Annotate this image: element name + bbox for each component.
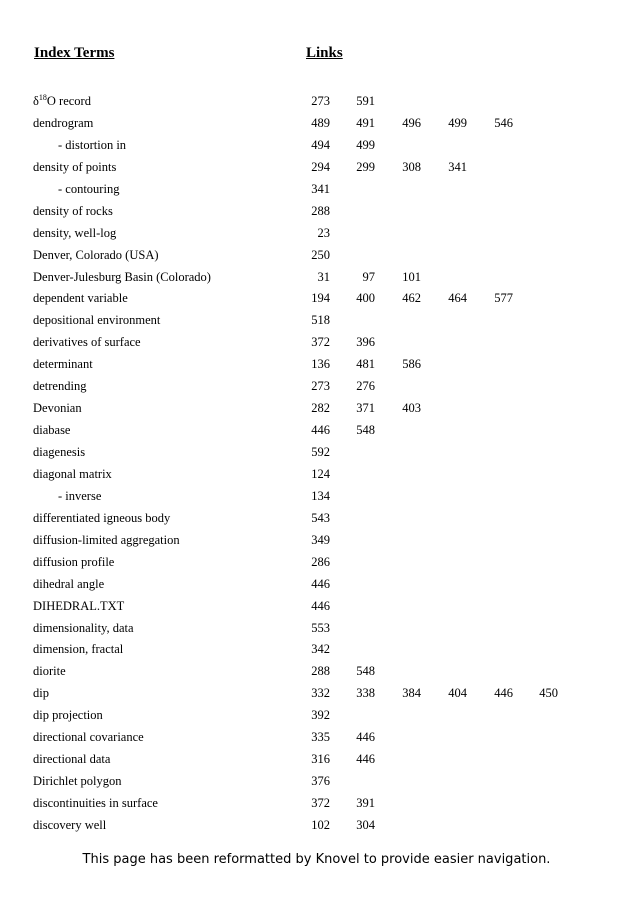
- page-link[interactable]: 450: [539, 686, 558, 701]
- page-link[interactable]: 338: [356, 686, 375, 701]
- index-entry-row: [0, 662, 633, 684]
- index-subterm: - contouring: [58, 181, 120, 196]
- page-link[interactable]: 489: [311, 115, 330, 130]
- page-link[interactable]: 288: [311, 203, 330, 218]
- page-link[interactable]: 194: [311, 291, 330, 306]
- page-link[interactable]: 250: [311, 247, 330, 262]
- index-entry-row: [0, 289, 633, 311]
- page-link[interactable]: 391: [356, 796, 375, 810]
- page-link[interactable]: 372: [311, 796, 330, 810]
- page-link[interactable]: 332: [311, 686, 330, 701]
- index-term: diorite: [33, 664, 66, 679]
- index-term: density of points: [33, 159, 117, 174]
- page-link[interactable]: 553: [311, 620, 330, 635]
- index-entry-row: [0, 772, 633, 794]
- index-entry-row: [0, 202, 633, 224]
- index-term: derivatives of surface: [33, 335, 141, 350]
- index-term: dendrogram: [33, 115, 94, 130]
- index-entry-row: [0, 640, 633, 662]
- page-link[interactable]: 371: [356, 401, 375, 416]
- page-link[interactable]: 548: [356, 664, 375, 679]
- index-term: discontinuities in surface: [33, 796, 158, 810]
- page-link[interactable]: 134: [311, 488, 330, 503]
- page-link[interactable]: 446: [494, 686, 513, 701]
- page-link[interactable]: 124: [311, 466, 330, 481]
- index-subentry-row: [0, 487, 633, 509]
- page-link[interactable]: 446: [311, 576, 330, 591]
- index-term: discovery well: [33, 817, 107, 832]
- page-link[interactable]: 462: [402, 291, 421, 306]
- page-link[interactable]: 23: [317, 225, 330, 240]
- index-term: directional data: [33, 752, 111, 767]
- index-entry-row: [0, 92, 633, 114]
- page-link[interactable]: 548: [356, 423, 375, 438]
- page-link[interactable]: 299: [356, 159, 375, 174]
- page-link[interactable]: 102: [311, 817, 330, 832]
- page-link[interactable]: 288: [311, 664, 330, 679]
- index-subterm: - inverse: [58, 488, 102, 503]
- page-link[interactable]: 464: [448, 291, 467, 306]
- index-term: density, well-log: [33, 225, 117, 240]
- index-entry-row: [0, 333, 633, 355]
- page-link[interactable]: 31: [317, 269, 330, 284]
- page-link[interactable]: 396: [356, 335, 375, 350]
- page-link[interactable]: 308: [402, 159, 421, 174]
- index-subentry-row: [0, 180, 633, 202]
- index-entry-row: [0, 465, 633, 487]
- page-link[interactable]: 586: [402, 357, 421, 372]
- index-entry-row: [0, 597, 633, 619]
- index-term: diffusion profile: [33, 554, 115, 569]
- index-term: dimension, fractal: [33, 642, 124, 657]
- index-term: depositional environment: [33, 313, 161, 328]
- index-term: dip projection: [33, 708, 103, 723]
- index-entry-row: [0, 509, 633, 531]
- page-link[interactable]: 400: [356, 291, 375, 306]
- index-term: DIHEDRAL.TXT: [33, 598, 125, 613]
- index-list: [0, 92, 633, 838]
- index-term: diagenesis: [33, 445, 86, 459]
- page-link[interactable]: 316: [311, 752, 330, 767]
- index-entry-row: [0, 268, 633, 290]
- index-term: diabase: [33, 423, 71, 438]
- index-entry-row: [0, 531, 633, 553]
- index-entry-row: [0, 377, 633, 399]
- page-link[interactable]: 372: [311, 335, 330, 350]
- index-term: Denver-Julesburg Basin (Colorado): [33, 269, 211, 284]
- page-link[interactable]: 376: [311, 774, 330, 789]
- index-entry-row: [0, 619, 633, 641]
- index-entry-row: [0, 575, 633, 597]
- page-link[interactable]: 446: [356, 730, 375, 745]
- index-entry-row: [0, 399, 633, 421]
- index-term: differentiated igneous body: [33, 510, 171, 525]
- footer-note: This page has been reformatted by Knovel to provide easier navigation.: [82, 852, 551, 867]
- page-link[interactable]: 592: [311, 445, 330, 459]
- page-link[interactable]: 335: [311, 730, 330, 745]
- index-entry-row: [0, 750, 633, 772]
- page-link[interactable]: 404: [448, 686, 467, 701]
- index-entry-row: [0, 246, 633, 268]
- index-term: directional covariance: [33, 730, 144, 745]
- index-term: Dirichlet polygon: [33, 774, 122, 789]
- index-term: dimensionality, data: [33, 620, 134, 635]
- page-link[interactable]: 294: [311, 159, 330, 174]
- index-entry-row: [0, 158, 633, 180]
- page-link[interactable]: 481: [356, 357, 375, 372]
- index-entry-row: [0, 114, 633, 136]
- page-link[interactable]: 499: [356, 137, 375, 152]
- page-link[interactable]: 446: [311, 598, 330, 613]
- index-term: Devonian: [33, 401, 82, 416]
- page-link[interactable]: 286: [311, 554, 330, 569]
- page-link[interactable]: 384: [402, 686, 421, 701]
- index-term: density of rocks: [33, 203, 113, 218]
- index-entry-row: [0, 311, 633, 333]
- page-link[interactable]: 496: [402, 115, 421, 130]
- page-link[interactable]: 494: [311, 137, 330, 152]
- index-term: detrending: [33, 379, 87, 394]
- page-link[interactable]: 577: [494, 291, 513, 306]
- index-entry-row: [0, 794, 633, 816]
- page-link[interactable]: 491: [356, 115, 375, 130]
- index-entry-row: [0, 728, 633, 750]
- index-entry-row: [0, 224, 633, 246]
- page-link[interactable]: 97: [362, 269, 375, 284]
- page-link[interactable]: 403: [402, 401, 421, 416]
- page-link[interactable]: 546: [494, 115, 513, 130]
- page-link[interactable]: 543: [311, 510, 330, 525]
- index-entry-row: [0, 421, 633, 443]
- page-link[interactable]: 273: [311, 379, 330, 394]
- index-entry-row: [0, 816, 633, 838]
- index-term: dependent variable: [33, 291, 128, 306]
- page-link[interactable]: 273: [311, 94, 330, 108]
- index-subterm: - distortion in: [58, 137, 127, 152]
- index-term: dip: [33, 686, 49, 701]
- page-link[interactable]: 304: [356, 817, 375, 832]
- index-term: dihedral angle: [33, 576, 105, 591]
- page-link[interactable]: 591: [356, 94, 375, 108]
- page-link[interactable]: 518: [311, 313, 330, 328]
- index-terms-heading: Index Terms: [34, 45, 115, 61]
- page-link[interactable]: 349: [311, 532, 330, 547]
- index-entry-row: [0, 553, 633, 575]
- index-entry-row: [0, 684, 633, 706]
- page-link[interactable]: 341: [448, 159, 467, 174]
- index-entry-row: [0, 706, 633, 728]
- page-link[interactable]: 446: [311, 423, 330, 438]
- page-link[interactable]: 136: [311, 357, 330, 372]
- page-link[interactable]: 446: [356, 752, 375, 767]
- page-link[interactable]: 276: [356, 379, 375, 394]
- page-link[interactable]: 392: [311, 708, 330, 723]
- page-link[interactable]: 341: [311, 181, 330, 196]
- links-heading: Links: [306, 45, 343, 61]
- page-link[interactable]: 282: [311, 401, 330, 416]
- page-link[interactable]: 499: [448, 115, 467, 130]
- page-link[interactable]: 342: [311, 642, 330, 657]
- index-term: Denver, Colorado (USA): [33, 247, 159, 262]
- index-term: diffusion-limited aggregation: [33, 532, 180, 547]
- index-term: $\delta^{18}O$ record: [33, 92, 91, 108]
- index-term: determinant: [33, 357, 93, 372]
- index-entry-row: [0, 355, 633, 377]
- index-subentry-row: [0, 136, 633, 158]
- page-link[interactable]: 101: [402, 269, 421, 284]
- index-term: diagonal matrix: [33, 466, 112, 481]
- index-entry-row: [0, 443, 633, 465]
